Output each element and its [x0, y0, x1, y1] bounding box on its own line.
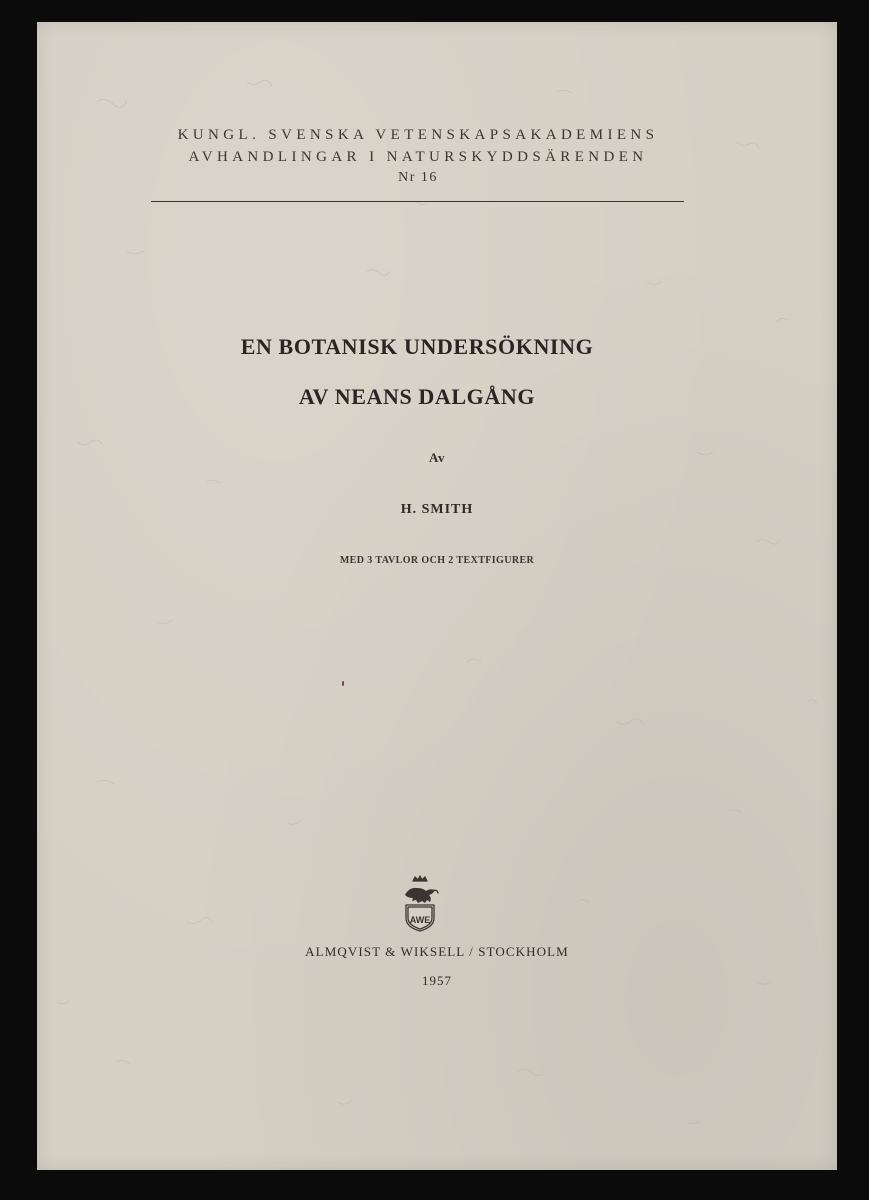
crowned-lion-shield-icon [399, 875, 441, 933]
paper-fiber-texture [37, 22, 837, 1170]
publisher-name: ALMQVIST & WIKSELL / STOCKHOLM [305, 944, 569, 959]
book-title [137, 335, 697, 409]
title-line-2: AV NEANS DALGÅNG [298, 384, 536, 409]
paper-speck [342, 681, 344, 686]
title-line-1: EN BOTANISK UNDERSÖKNING [240, 334, 594, 359]
header-rule [151, 201, 684, 202]
series-heading [152, 124, 684, 188]
author-name: H. SMITH [400, 502, 474, 517]
logo-monogram: AWE [409, 915, 431, 925]
publication-year: 1957 [422, 973, 452, 988]
series-line-academy: KUNGL. SVENSKA VETENSKAPSAKADEMIENS [177, 127, 659, 143]
plates-note: MED 3 TAVLOR OCH 2 TEXTFIGURER [339, 555, 535, 566]
byline-prefix: Av [429, 450, 445, 465]
series-line-collection: AVHANDLINGAR I NATURSKYDDSÄRENDEN [188, 149, 648, 165]
series-number: Nr 16 [398, 170, 438, 185]
book-cover [37, 22, 837, 1170]
